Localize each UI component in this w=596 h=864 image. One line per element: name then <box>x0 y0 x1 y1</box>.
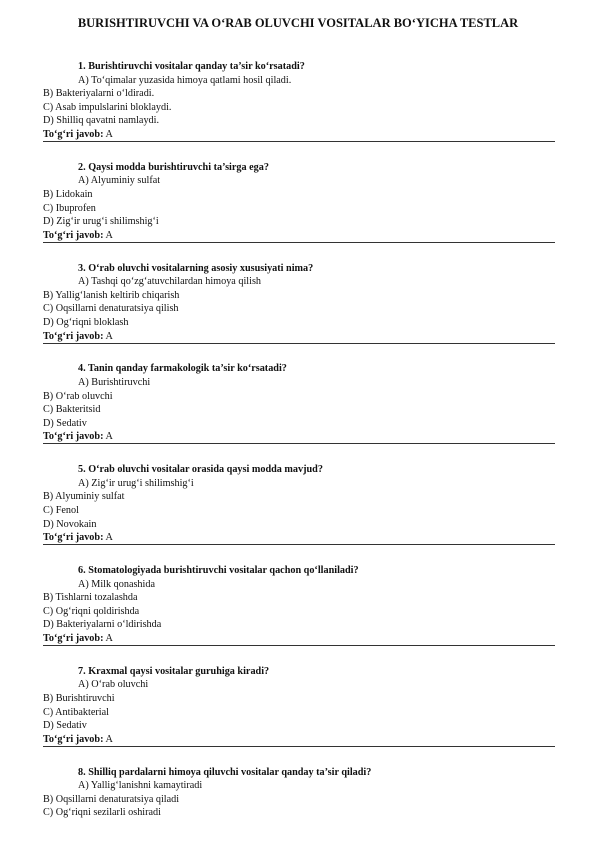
option-d: D) Bakteriyalarni o‘ldirishda <box>43 619 162 631</box>
option-d: D) Zig‘ir urug‘i shilimshig‘i <box>43 216 159 228</box>
option-a: A) Milk qonashida <box>78 578 155 590</box>
answer-label: To‘g‘ri javob: <box>43 733 104 745</box>
answer-value: A <box>105 733 113 745</box>
option-a: A) To‘qimalar yuzasida himoya qatlami hosil qiladi. <box>78 74 292 86</box>
question-block <box>43 665 555 764</box>
option-c: C) Bakteritsid <box>43 404 101 416</box>
question-text: 1. Burishtiruvchi vositalar qanday ta’sir ko‘rsatadi? <box>78 61 305 72</box>
option-a: A) Zig‘ir urug‘i shilimshig‘i <box>78 477 194 489</box>
correct-answer <box>43 330 555 344</box>
correct-answer <box>43 733 555 747</box>
question-text: 4. Tanin qanday farmakologik ta’sir ko‘rsatadi? <box>78 363 287 375</box>
question-block <box>43 564 555 663</box>
question-text: 2. Qaysi modda burishtiruvchi ta’sirga ega? <box>78 161 269 173</box>
option-b: B) Yallig‘lanish keltirib chiqarish <box>43 289 180 301</box>
answer-label: To‘g‘ri javob: <box>43 229 104 241</box>
question-text: 3. O‘rab oluvchi vositalarning asosiy xususiyati nima? <box>78 262 314 274</box>
option-b: B) Alyuminiy sulfat <box>43 491 125 503</box>
option-b: B) Lidokain <box>43 188 93 200</box>
correct-answer <box>43 430 555 444</box>
correct-answer <box>43 128 555 142</box>
option-d: D) Sedativ <box>43 417 87 429</box>
answer-label: To‘g‘ri javob: <box>43 330 104 342</box>
option-d: D) Og‘riqni bloklash <box>43 316 129 328</box>
option-b: B) Burishtiruvchi <box>43 692 115 704</box>
question-list <box>43 58 555 864</box>
option-b: B) Bakteriyalarni o‘ldiradi. <box>43 88 155 100</box>
option-d: D) Shilliq qavatni namlaydi. <box>43 115 160 127</box>
option-a: A) O‘rab oluvchi <box>78 679 149 691</box>
answer-label: To‘g‘ri javob: <box>43 532 104 544</box>
question-block <box>43 463 555 562</box>
answer-value: A <box>105 229 113 241</box>
answer-label: To‘g‘ri javob: <box>43 128 104 140</box>
option-b: B) Tishlarni tozalashda <box>43 592 138 604</box>
correct-answer <box>43 632 555 646</box>
answer-value: A <box>105 632 113 644</box>
question-text: 6. Stomatologiyada burishtiruvchi vositalar qachon qo‘llaniladi? <box>78 564 359 576</box>
option-a: A) Alyuminiy sulfat <box>78 175 161 187</box>
page-title: BURISHTIRUVCHI VA O‘RAB OLUVCHI VOSITALAR BO‘YICHA TESTLAR <box>77 16 519 30</box>
option-c: C) Antibakterial <box>43 706 109 718</box>
option-c: C) Og‘riqni qoldirishda <box>43 605 140 617</box>
option-c: C) Ibuprofen <box>43 202 96 214</box>
question-text: 5. O‘rab oluvchi vositalar orasida qaysi modda mavjud? <box>78 464 323 476</box>
option-c: C) Og‘riqni sezilarli oshiradi <box>43 807 161 819</box>
option-c: C) Oqsillarni denaturatsiya qilish <box>43 303 179 315</box>
question-block <box>43 766 555 864</box>
answer-value: A <box>105 330 113 342</box>
option-d: D) Sedativ <box>43 720 87 732</box>
option-a: A) Yallig‘lanishni kamaytiradi <box>78 780 203 792</box>
answer-value: A <box>105 128 113 140</box>
option-c: C) Fenol <box>43 504 79 516</box>
question-block <box>43 161 555 260</box>
correct-answer <box>43 229 555 243</box>
answer-label: To‘g‘ri javob: <box>43 632 104 644</box>
option-c: C) Asab impulslarini bloklaydi. <box>43 101 172 113</box>
question-block <box>43 262 555 361</box>
option-a: A) Tashqi qo‘zg‘atuvchilardan himoya qilish <box>78 276 261 288</box>
option-d: D) Novokain <box>43 518 97 530</box>
correct-answer <box>43 531 555 545</box>
question-text: 7. Kraxmal qaysi vositalar guruhiga kiradi? <box>78 665 270 677</box>
answer-value: A <box>105 532 113 544</box>
answer-value: A <box>105 431 113 443</box>
option-a: A) Burishtiruvchi <box>78 376 151 388</box>
question-block <box>43 60 555 159</box>
answer-label: To‘g‘ri javob: <box>43 431 104 443</box>
option-b: B) O‘rab oluvchi <box>43 390 113 402</box>
question-text: 8. Shilliq pardalarni himoya qiluvchi vositalar qanday ta’sir qiladi? <box>78 766 372 778</box>
question-block <box>43 362 555 461</box>
option-b: B) Oqsillarni denaturatsiya qiladi <box>43 793 180 805</box>
